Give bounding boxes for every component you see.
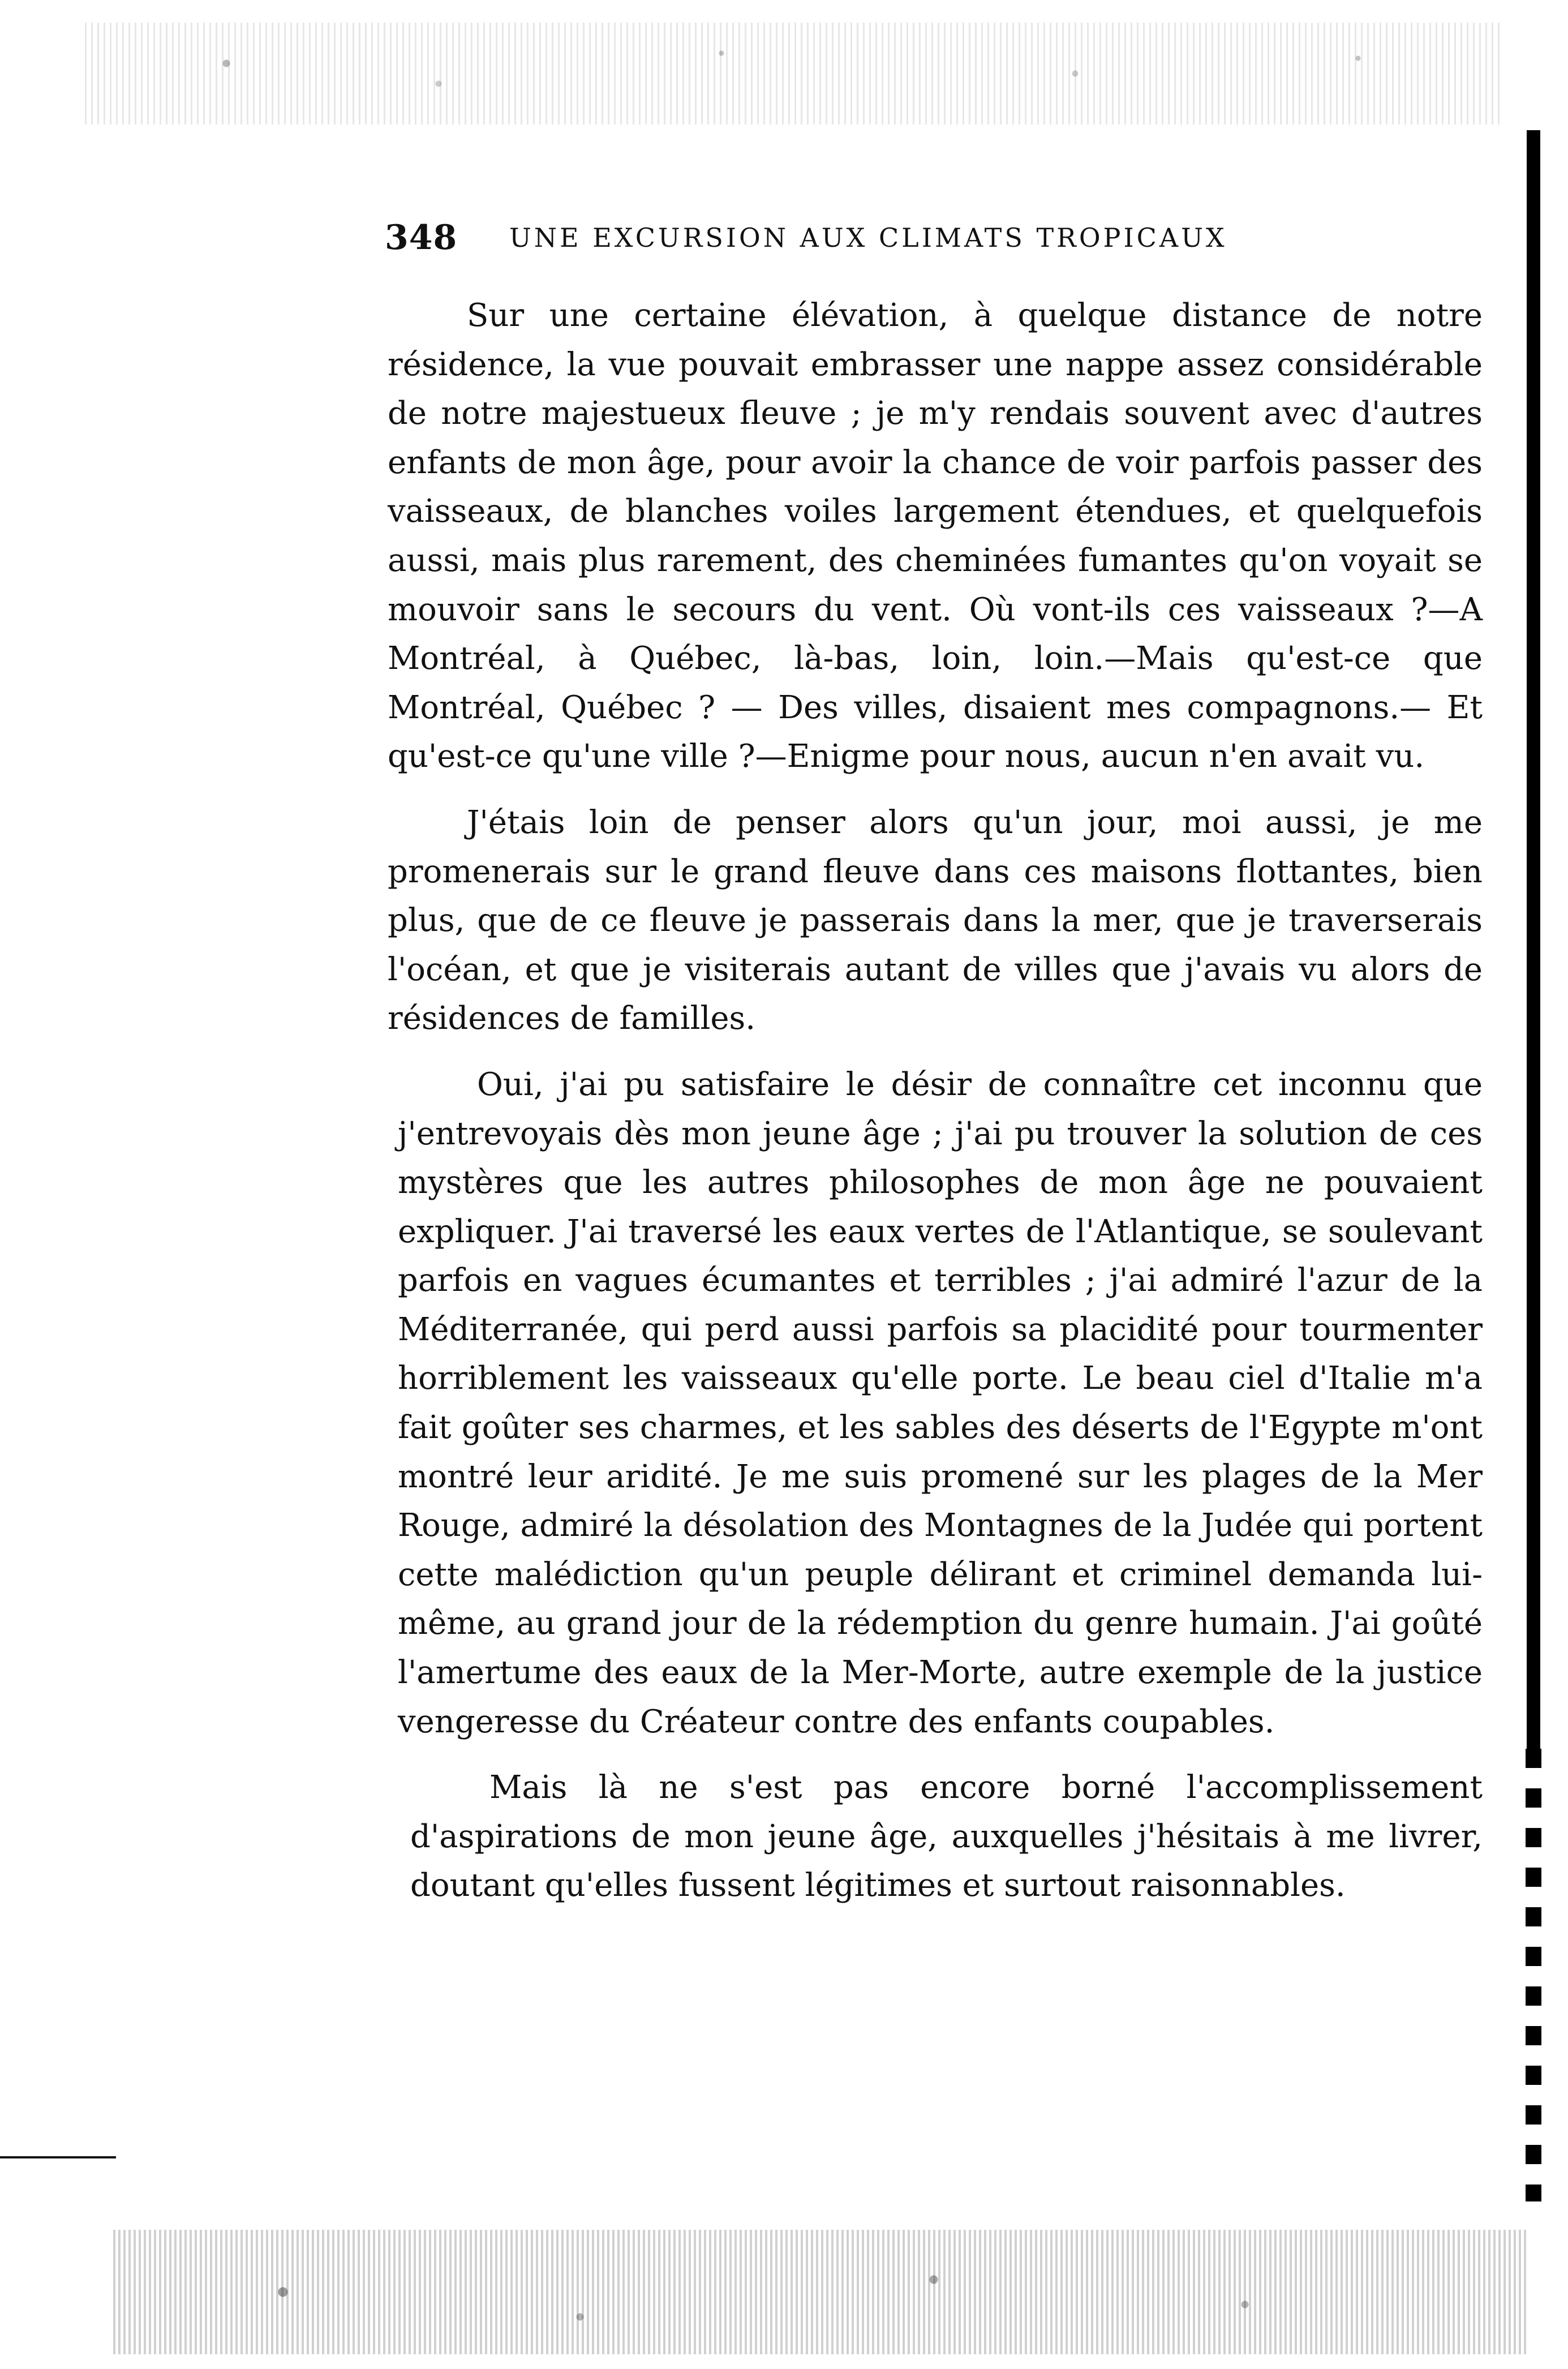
margin-rule [0,2156,116,2158]
page-header [385,218,1347,258]
scan-noise-bottom [113,2230,1528,2354]
paragraph: J'étais loin de penser alors qu'un jour, moi aussi, je me promenerais sur le grand fleuve dans ces maisons flottantes, bien plus, que de ce fleuve je passerais dans la mer, que je traverserais l'océan, et que je visiterais autant de villes que j'avais vu alors de résidences de familles. [388,804,1483,1037]
page-edge-bar [1527,130,1540,1749]
page-number: 348 [385,218,458,258]
page-edge-dashes [1526,1749,1541,2201]
body-text [388,291,1483,1911]
paragraph: Sur une certaine élévation, à quelque distance de notre résidence, la vue pouvait embrasser une nappe assez considérable de notre majestueux fleuve ; je m'y rendais souvent avec d'autres enfants de mon âge, pour avoir la chance de voir parfois passer des vaisseaux, de blanches voiles largement étendues, et quelquefois aussi, mais plus rarement, des cheminées fumantes qu'on voyait se mouvoir sans le secours du vent. Où vont-ils ces vaisseaux ?—A Montréal, à Québec, là-bas, loin, loin.—Mais qu'est-ce que Montréal, Québec ? — Des villes, disaient mes compagnons.— Et qu'est-ce qu'une ville ?—Enigme pour nous, aucun n'en avait vu. [388,297,1483,775]
running-title: UNE EXCURSION AUX CLIMATS TROPICAUX [509,222,1227,253]
paragraph: Mais là ne s'est pas encore borné l'accomplissement d'aspirations de mon jeune âge, auxquelles j'hésitais à me livrer, doutant qu'elles fussent légitimes et surtout raisonnables. [410,1769,1483,1904]
paragraph: Oui, j'ai pu satisfaire le désir de connaître cet inconnu que j'entrevoyais dès mon jeune âge ; j'ai pu trouver la solution de ces mystères que les autres philosophes de mon âge ne pouvaient expliquer. J'ai traversé les eaux vertes de l'Atlantique, se soulevant parfois en vagues écumantes et terribles ; j'ai admiré l'azur de la Méditerranée, qui perd aussi parfois sa placidité pour tourmenter horriblement les vaisseaux qu'elle porte. Le beau ciel d'Italie m'a fait goûter ses charmes, et les sables des déserts de l'Egypte m'ont montré leur aridité. Je me suis promené sur les plages de la Mer Rouge, admiré la désolation des Montagnes de la Judée qui portent cette malédiction qu'un peuple délirant et criminel demanda lui-même, au grand jour de la rédemption du genre humain. J'ai goûté l'amertume des eaux de la Mer-Morte, autre exemple de la justice vengeresse du Créateur contre des enfants coupables. [398,1066,1483,1740]
scan-noise-top [85,23,1500,125]
